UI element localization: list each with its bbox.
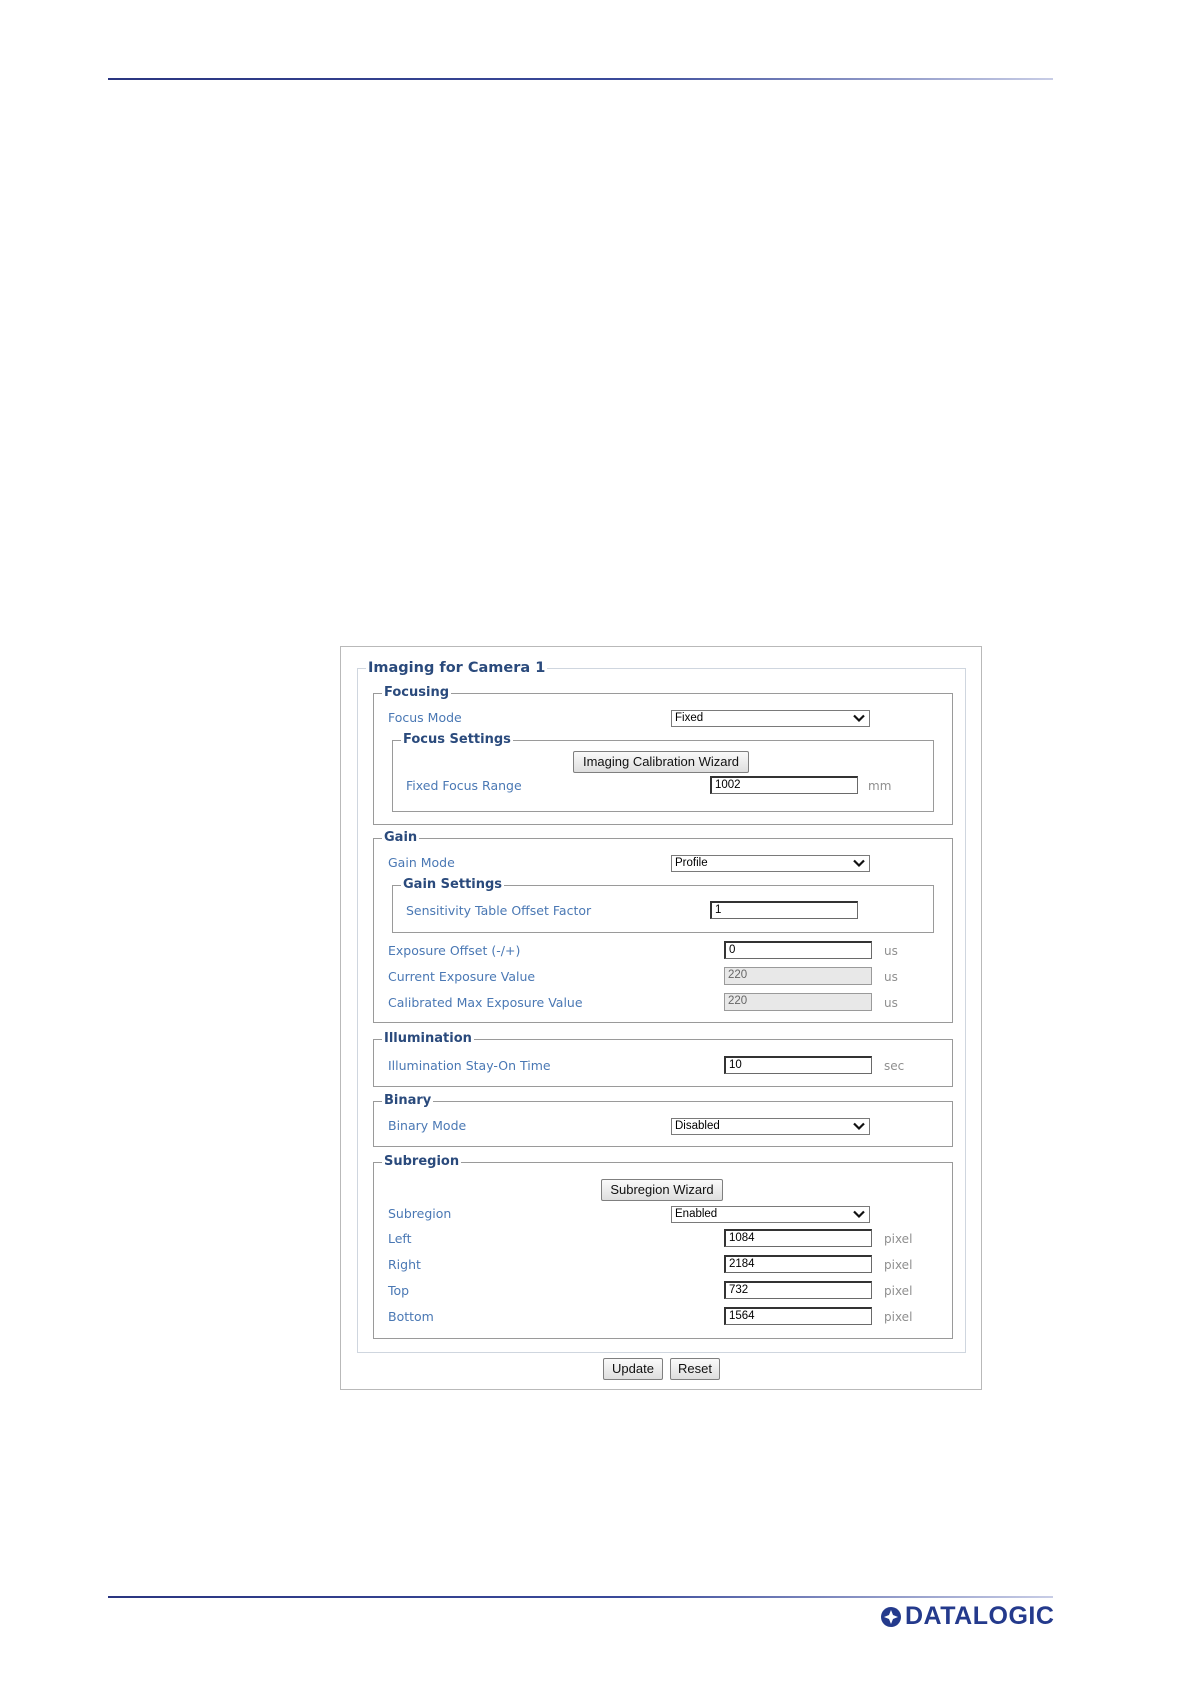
imaging-title: Imaging for Camera 1: [368, 660, 546, 676]
subregion-fieldset: [373, 1154, 953, 1339]
datalogic-logo-text: DATALOGIC: [905, 1602, 1055, 1630]
bottom-unit: pixel: [884, 1310, 913, 1324]
gain-mode-value: Profile: [675, 857, 708, 869]
left-input[interactable]: 1084: [724, 1229, 872, 1247]
fixed-focus-range-input[interactable]: 1002: [710, 776, 858, 794]
focus-mode-select[interactable]: [671, 710, 870, 727]
imaging-fieldset: [357, 660, 966, 1353]
binary-mode-label: Binary Mode: [388, 1118, 467, 1133]
top-input[interactable]: 732: [724, 1281, 872, 1299]
update-button[interactable]: Update: [603, 1358, 663, 1380]
focus-settings-fieldset: [392, 732, 934, 812]
right-input[interactable]: 2184: [724, 1255, 872, 1273]
illumination-fieldset: [373, 1031, 953, 1087]
gain-legend: Gain: [384, 830, 418, 845]
sensitivity-label: Sensitivity Table Offset Factor: [406, 903, 592, 918]
left-unit: pixel: [884, 1232, 913, 1246]
top-label: Top: [388, 1283, 410, 1298]
binary-legend: Binary: [384, 1093, 432, 1108]
illumination-legend: Illumination: [384, 1031, 472, 1046]
left-label: Left: [388, 1231, 412, 1246]
calibrated-max-unit: us: [884, 996, 898, 1010]
top-unit: pixel: [884, 1284, 913, 1298]
focusing-fieldset: [373, 685, 953, 825]
subregion-mode-select[interactable]: [671, 1206, 870, 1223]
right-unit: pixel: [884, 1258, 913, 1272]
gain-settings-legend: Gain Settings: [403, 877, 503, 892]
subregion-mode-value: Enabled: [675, 1208, 718, 1220]
bottom-label: Bottom: [388, 1309, 434, 1324]
stay-on-time-label: Illumination Stay-On Time: [388, 1058, 551, 1073]
current-exposure-field: 220: [724, 967, 872, 985]
right-label: Right: [388, 1257, 421, 1272]
subregion-wizard-button[interactable]: Subregion Wizard: [601, 1179, 723, 1201]
gain-mode-select[interactable]: [671, 855, 870, 872]
chevron-down-icon: [853, 714, 865, 723]
fixed-focus-range-unit: mm: [868, 779, 892, 793]
datalogic-logo-icon: [880, 1606, 902, 1628]
datalogic-logo: [880, 1602, 1054, 1631]
footer-rule: [108, 1596, 1053, 1598]
imaging-calibration-wizard-button[interactable]: Imaging Calibration Wizard: [573, 751, 749, 773]
current-exposure-label: Current Exposure Value: [388, 969, 536, 984]
focus-settings-legend: Focus Settings: [403, 732, 511, 747]
stay-on-time-input[interactable]: 10: [724, 1056, 872, 1074]
header-rule: [108, 78, 1053, 80]
binary-mode-select[interactable]: [671, 1118, 870, 1135]
gain-fieldset: [373, 830, 953, 1023]
exposure-offset-unit: us: [884, 944, 898, 958]
reset-button[interactable]: Reset: [670, 1358, 720, 1380]
exposure-offset-input[interactable]: 0: [724, 941, 872, 959]
sensitivity-input[interactable]: 1: [710, 901, 858, 919]
stay-on-time-unit: sec: [884, 1059, 905, 1073]
subregion-mode-label: Subregion: [388, 1206, 452, 1221]
binary-mode-value: Disabled: [675, 1120, 720, 1132]
chevron-down-icon: [853, 859, 865, 868]
focus-mode-label: Focus Mode: [388, 710, 462, 725]
binary-fieldset: [373, 1093, 953, 1147]
current-exposure-unit: us: [884, 970, 898, 984]
fixed-focus-range-label: Fixed Focus Range: [406, 778, 522, 793]
calibrated-max-field: 220: [724, 993, 872, 1011]
focusing-legend: Focusing: [384, 685, 449, 700]
bottom-input[interactable]: 1564: [724, 1307, 872, 1325]
imaging-panel: [340, 646, 982, 1390]
gain-mode-label: Gain Mode: [388, 855, 455, 870]
subregion-legend: Subregion: [384, 1154, 460, 1169]
exposure-offset-label: Exposure Offset (-/+): [388, 943, 521, 958]
gain-settings-fieldset: [392, 877, 934, 933]
chevron-down-icon: [853, 1210, 865, 1219]
focus-mode-value: Fixed: [675, 712, 704, 724]
chevron-down-icon: [853, 1122, 865, 1131]
calibrated-max-label: Calibrated Max Exposure Value: [388, 995, 583, 1010]
